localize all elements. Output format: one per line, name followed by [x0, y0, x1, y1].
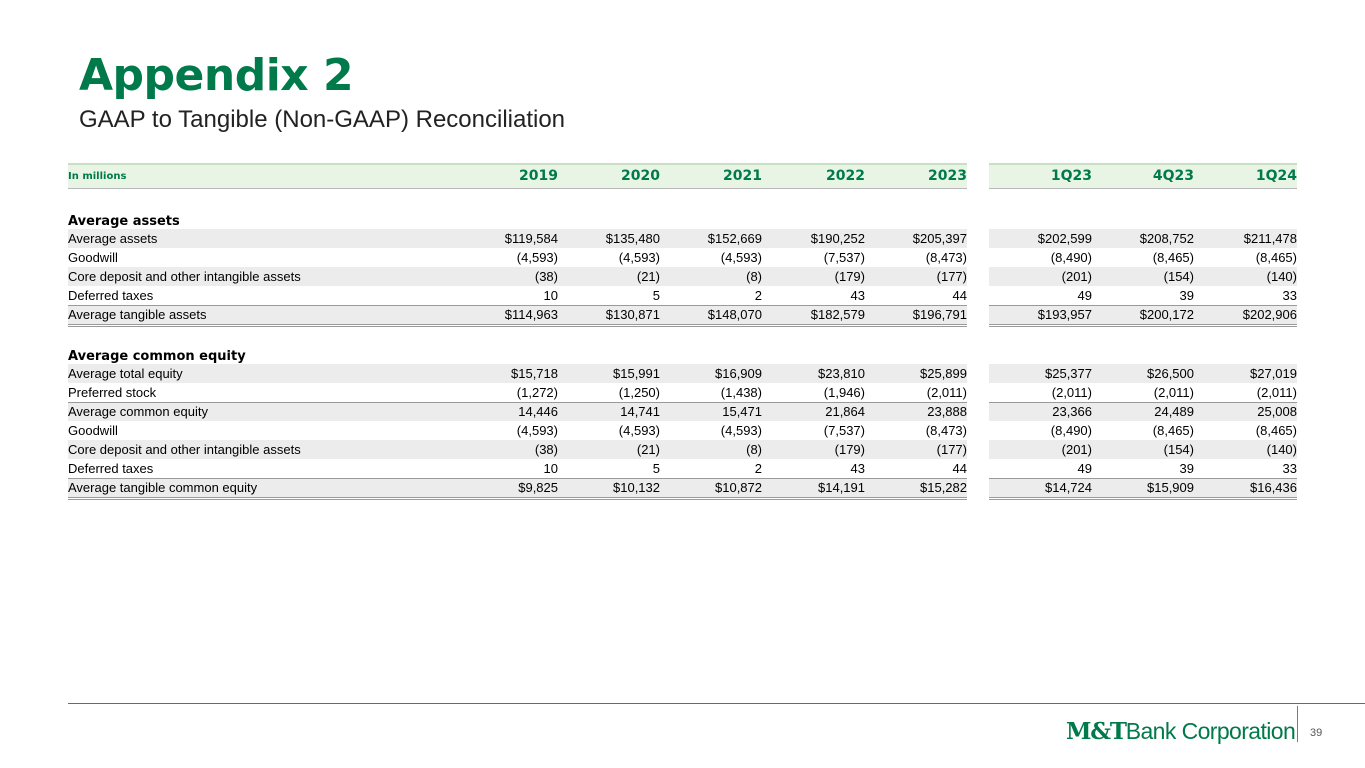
- table-cell: $182,579: [810, 307, 865, 322]
- table-cell: (2,011): [926, 385, 967, 400]
- table-cell: (8,465): [1152, 250, 1194, 265]
- rule-bottom-double: [989, 499, 1297, 500]
- table-cell: (8,490): [1050, 423, 1092, 438]
- section-title: Average assets: [68, 214, 180, 229]
- table-cell: $14,191: [818, 480, 865, 495]
- spacer-row: [68, 189, 1297, 205]
- row-label: Average common equity: [68, 404, 208, 419]
- table-cell: 14,446: [518, 404, 558, 419]
- table-cell: $208,752: [1139, 231, 1194, 246]
- table-cell: $26,500: [1147, 366, 1194, 381]
- table-cell: 10: [543, 288, 558, 303]
- table-row: [68, 459, 1297, 478]
- table-cell: (8): [746, 442, 762, 457]
- row-label: Average assets: [68, 231, 158, 246]
- table-cell: (1,946): [823, 385, 865, 400]
- table-cell: 15,471: [722, 404, 762, 419]
- table-cell: (177): [936, 269, 967, 284]
- table-cell: (179): [834, 269, 865, 284]
- logo-text: Bank Corporation: [1125, 718, 1296, 744]
- table-row: [68, 421, 1297, 440]
- table-cell: (1,438): [720, 385, 762, 400]
- table-cell: (4,593): [516, 423, 558, 438]
- table-row: [68, 383, 1297, 402]
- logo-mt: M&T: [1066, 718, 1126, 745]
- spacer-row: [68, 324, 1297, 340]
- table-cell: (21): [636, 442, 660, 457]
- table-cell: (8,490): [1050, 250, 1092, 265]
- table-cell: (4,593): [720, 423, 762, 438]
- table-cell: (4,593): [618, 423, 660, 438]
- column-header: 1Q23: [1050, 168, 1092, 184]
- table-cell: $23,810: [818, 366, 865, 381]
- table-cell: (2,011): [1256, 385, 1297, 400]
- row-label: Average tangible common equity: [68, 480, 258, 495]
- table-cell: (154): [1163, 442, 1194, 457]
- column-header: 2019: [519, 168, 558, 184]
- table-cell: (154): [1163, 269, 1194, 284]
- table-row: [68, 267, 1297, 286]
- table-cell: $25,377: [1045, 366, 1092, 381]
- table-cell: $15,282: [920, 480, 967, 495]
- table-cell: $152,669: [707, 231, 762, 246]
- table-cell: (8,473): [925, 423, 967, 438]
- table-cell: 39: [1179, 461, 1194, 476]
- table-cell: $193,957: [1037, 307, 1092, 322]
- table-cell: (1,250): [618, 385, 660, 400]
- table-cell: 43: [850, 288, 865, 303]
- table-cell: $211,478: [1243, 231, 1297, 246]
- column-header: 2022: [826, 168, 865, 184]
- total-row: [68, 478, 1297, 497]
- table-header-row: [68, 163, 1297, 189]
- table-cell: $14,724: [1045, 480, 1092, 495]
- table-cell: (8,465): [1255, 423, 1297, 438]
- row-label: Core deposit and other intangible assets: [68, 269, 301, 284]
- table-cell: (7,537): [823, 423, 865, 438]
- table-cell: $119,584: [504, 231, 558, 246]
- table-cell: (179): [834, 442, 865, 457]
- table-cell: $196,791: [912, 307, 967, 322]
- table-cell: 2: [754, 288, 762, 303]
- table-cell: $202,599: [1037, 231, 1092, 246]
- table-cell: $135,480: [605, 231, 660, 246]
- section-header-row: [68, 205, 1297, 229]
- page-title: Appendix 2: [79, 50, 354, 101]
- table-row: [68, 286, 1297, 305]
- table-cell: (8,465): [1255, 250, 1297, 265]
- page-subtitle: GAAP to Tangible (Non-GAAP) Reconciliation: [79, 106, 566, 133]
- table-cell: (4,593): [720, 250, 762, 265]
- table-cell: $15,991: [613, 366, 660, 381]
- table-cell: 5: [652, 288, 660, 303]
- table-cell: $205,397: [912, 231, 967, 246]
- table-row: [68, 248, 1297, 267]
- column-header: 2023: [928, 168, 967, 184]
- table-cell: 44: [952, 288, 967, 303]
- table-cell: 14,741: [620, 404, 660, 419]
- table-cell: 43: [850, 461, 865, 476]
- table-cell: 33: [1282, 461, 1297, 476]
- table-cell: 33: [1282, 288, 1297, 303]
- table-cell: 21,864: [825, 404, 865, 419]
- rule-bottom-double: [68, 499, 967, 500]
- row-label: Goodwill: [68, 250, 118, 265]
- section-title: Average common equity: [68, 349, 246, 364]
- table-cell: 5: [652, 461, 660, 476]
- column-header: 4Q23: [1152, 168, 1194, 184]
- table-cell: (2,011): [1153, 385, 1194, 400]
- table-cell: 2: [754, 461, 762, 476]
- table-cell: (201): [1061, 442, 1092, 457]
- table-cell: 49: [1077, 288, 1092, 303]
- table-cell: $16,909: [715, 366, 762, 381]
- table-cell: (7,537): [823, 250, 865, 265]
- table-cell: 24,489: [1154, 404, 1194, 419]
- row-label: Core deposit and other intangible assets: [68, 442, 301, 457]
- table-cell: (177): [936, 442, 967, 457]
- table-cell: (4,593): [618, 250, 660, 265]
- page-number: 39: [1310, 727, 1323, 739]
- table-cell: (140): [1266, 442, 1297, 457]
- table-cell: (8,465): [1152, 423, 1194, 438]
- table-cell: $114,963: [504, 307, 558, 322]
- table-cell: (8): [746, 269, 762, 284]
- table-cell: (21): [636, 269, 660, 284]
- table-cell: $16,436: [1250, 480, 1297, 495]
- total-row: [68, 305, 1297, 324]
- reconciliation-table: [68, 163, 1297, 497]
- rule-bottom: [68, 497, 967, 498]
- row-label: Deferred taxes: [68, 461, 154, 476]
- table-cell: (140): [1266, 269, 1297, 284]
- table-cell: (4,593): [516, 250, 558, 265]
- table-cell: 49: [1077, 461, 1092, 476]
- footer-divider: [68, 703, 1365, 704]
- table-cell: $10,132: [613, 480, 660, 495]
- table-cell: $190,252: [810, 231, 865, 246]
- table-cell: (201): [1061, 269, 1092, 284]
- section-header-row: [68, 340, 1297, 364]
- footer-separator: [1297, 706, 1298, 742]
- table-cell: $148,070: [707, 307, 762, 322]
- table-cell: $27,019: [1250, 366, 1297, 381]
- table-cell: (2,011): [1051, 385, 1092, 400]
- table-cell: (1,272): [516, 385, 558, 400]
- company-logo: [1066, 717, 1295, 745]
- row-label: Average tangible assets: [68, 307, 207, 322]
- row-label: Preferred stock: [68, 385, 157, 400]
- unit-label: In millions: [68, 171, 127, 182]
- table-cell: 23,888: [927, 404, 967, 419]
- table-cell: 10: [543, 461, 558, 476]
- column-header: 1Q24: [1255, 168, 1297, 184]
- table-cell: $200,172: [1139, 307, 1194, 322]
- rule-bottom: [989, 497, 1297, 498]
- subtotal-row: [68, 402, 1297, 421]
- table-cell: $130,871: [605, 307, 660, 322]
- table-cell: (8,473): [925, 250, 967, 265]
- column-header: 2021: [723, 168, 762, 184]
- table-cell: $10,872: [715, 480, 762, 495]
- table-cell: 25,008: [1257, 404, 1297, 419]
- table-row: [68, 440, 1297, 459]
- row-label: Goodwill: [68, 423, 118, 438]
- row-label: Deferred taxes: [68, 288, 154, 303]
- table-cell: (38): [534, 269, 558, 284]
- table-cell: 23,366: [1052, 404, 1092, 419]
- row-label: Average total equity: [68, 366, 183, 381]
- table-row: [68, 364, 1297, 383]
- table-cell: $15,718: [511, 366, 558, 381]
- table-cell: $25,899: [920, 366, 967, 381]
- table-row: [68, 229, 1297, 248]
- table-cell: 39: [1179, 288, 1194, 303]
- table-cell: $9,825: [518, 480, 558, 495]
- table-cell: $202,906: [1242, 307, 1297, 322]
- table-cell: (38): [534, 442, 558, 457]
- table-cell: 44: [952, 461, 967, 476]
- table-cell: $15,909: [1147, 480, 1194, 495]
- column-header: 2020: [621, 168, 660, 184]
